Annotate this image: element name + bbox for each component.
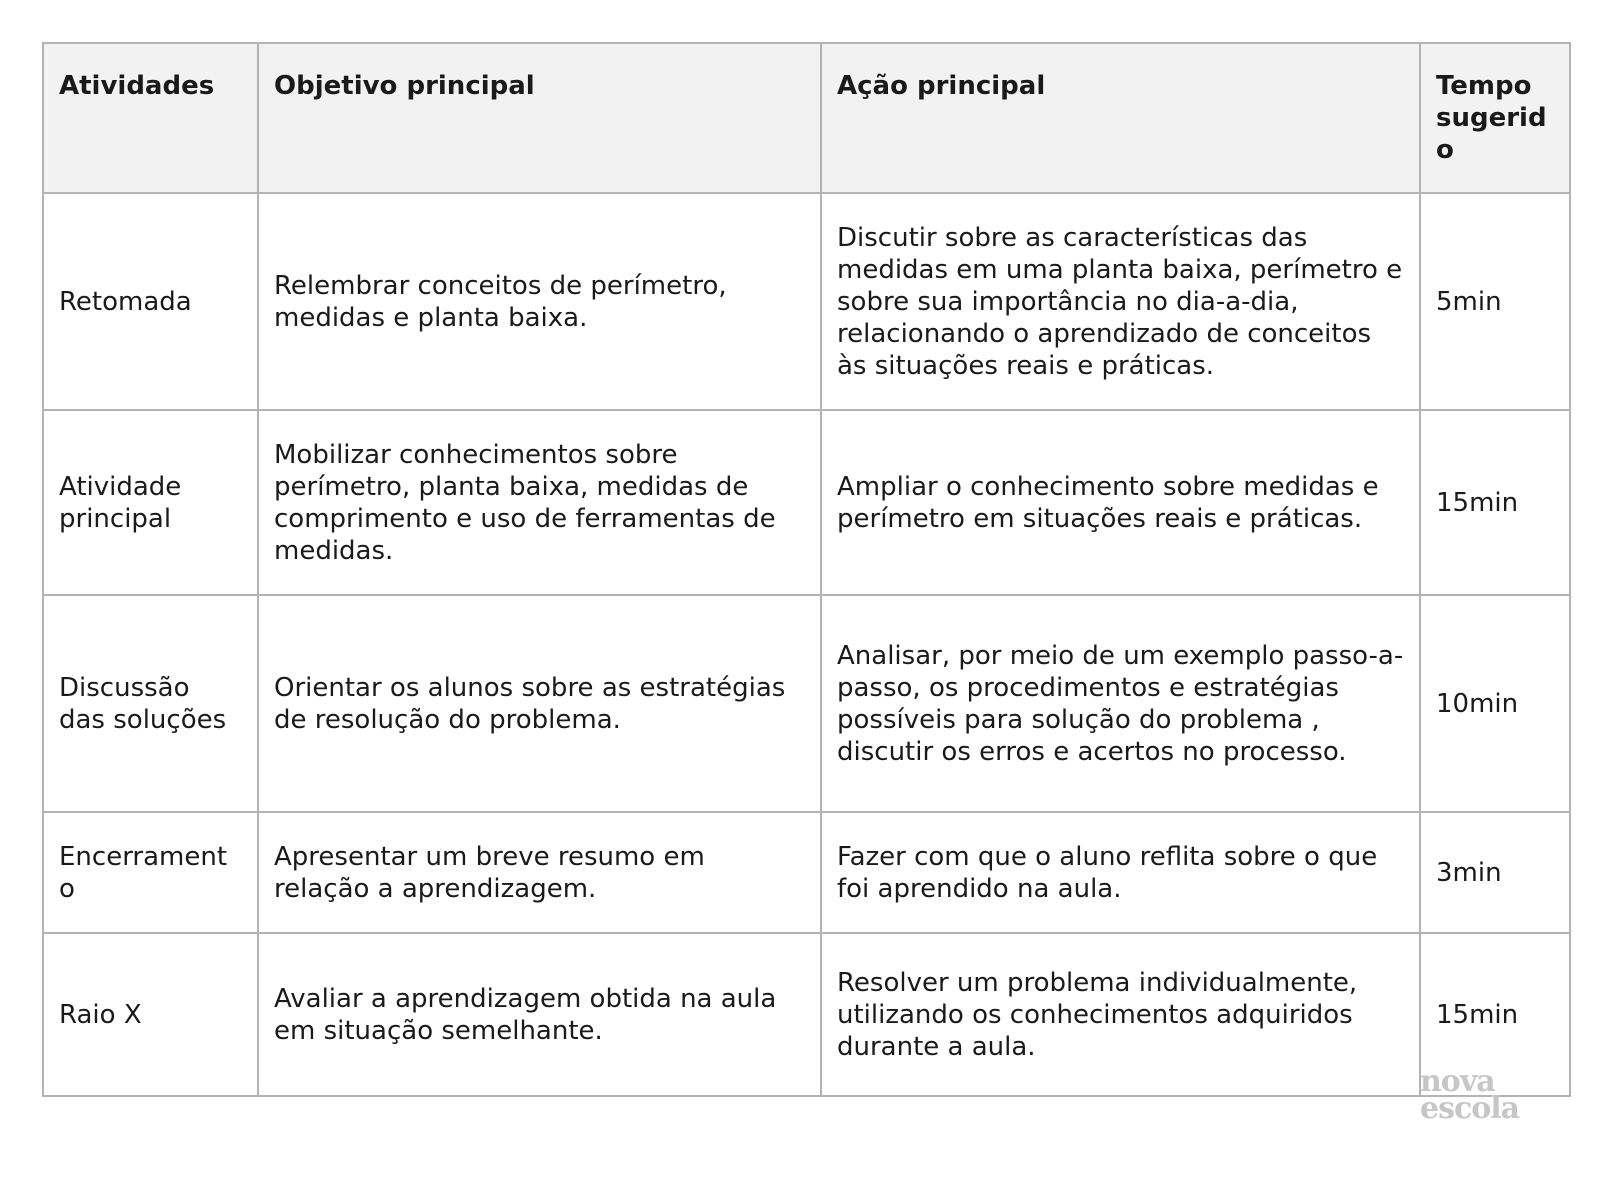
cell-objetivo: Relembrar conceitos de perímetro, medidas e planta baixa. [258, 193, 821, 410]
table-row [43, 812, 1570, 933]
table-header-row [43, 43, 1570, 193]
cell-acao: Resolver um problema individualmente, utilizando os conhecimentos adquiridos durante a aula. [821, 933, 1420, 1096]
cell-atividade: Discussão das soluções [43, 595, 258, 812]
cell-objetivo: Apresentar um breve resumo em relação a aprendizagem. [258, 812, 821, 933]
nova-escola-logo [1420, 1064, 1560, 1126]
cell-objetivo: Orientar os alunos sobre as estratégias de resolução do problema. [258, 595, 821, 812]
cell-acao: Discutir sobre as características das medidas em uma planta baixa, perímetro e sobre sua importância no dia-a-dia, relacionando o aprendizado de conceitos às situações reais e práticas. [821, 193, 1420, 410]
cell-acao: Ampliar o conhecimento sobre medidas e perímetro em situações reais e práticas. [821, 410, 1420, 595]
cell-acao: Analisar, por meio de um exemplo passo-a-passo, os procedimentos e estratégias possíveis para solução do problema , discutir os erros e acertos no processo. [821, 595, 1420, 812]
logo-line-escola: escola [1420, 1091, 1520, 1126]
cell-tempo: 15min [1420, 410, 1570, 595]
table-row [43, 933, 1570, 1096]
cell-atividade: Encerramento [43, 812, 258, 933]
header-acao: Ação principal [821, 43, 1420, 193]
cell-tempo: 3min [1420, 812, 1570, 933]
header-atividades: Atividades [43, 43, 258, 193]
cell-objetivo: Mobilizar conhecimentos sobre perímetro, planta baixa, medidas de comprimento e uso de ferramentas de medidas. [258, 410, 821, 595]
header-objetivo: Objetivo principal [258, 43, 821, 193]
lesson-plan-table [42, 42, 1571, 1097]
cell-tempo: 5min [1420, 193, 1570, 410]
cell-atividade: Atividade principal [43, 410, 258, 595]
cell-tempo: 10min [1420, 595, 1570, 812]
cell-acao: Fazer com que o aluno reflita sobre o que foi aprendido na aula. [821, 812, 1420, 933]
cell-atividade: Retomada [43, 193, 258, 410]
table-row [43, 410, 1570, 595]
cell-atividade: Raio X [43, 933, 258, 1096]
cell-objetivo: Avaliar a aprendizagem obtida na aula em situação semelhante. [258, 933, 821, 1096]
header-tempo: Tempo sugerido [1420, 43, 1570, 193]
cell-tempo: 15min [1420, 933, 1570, 1096]
table-row [43, 193, 1570, 410]
logo-line-nova: nova [1420, 1064, 1495, 1099]
table-row [43, 595, 1570, 812]
